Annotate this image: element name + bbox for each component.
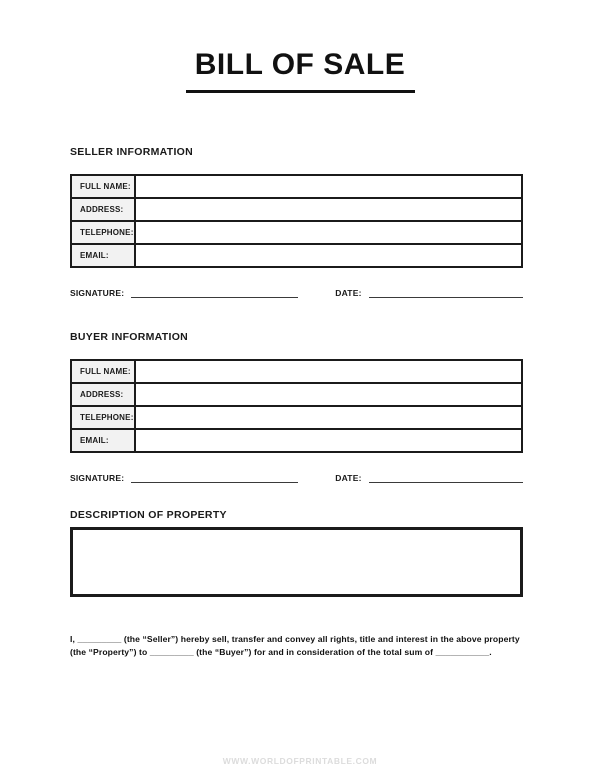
seller-signature-line[interactable]: [131, 288, 298, 298]
seller-heading: SELLER INFORMATION: [70, 146, 194, 158]
seller-info-table: [70, 174, 523, 268]
seller-telephone-label: TELEPHONE:: [71, 221, 135, 244]
seller-date-label: DATE:: [335, 288, 362, 298]
legal-line-2: (the “Property”) to _________ (the “Buyer”) for and in consideration of the total sum of ___________.: [70, 647, 492, 657]
seller-signature-row: [70, 286, 523, 298]
table-row: [71, 360, 522, 383]
property-description-box[interactable]: [70, 527, 523, 597]
buyer-telephone-label: TELEPHONE:: [71, 406, 135, 429]
title-underline: [186, 90, 415, 93]
property-section: [70, 509, 523, 597]
buyer-email-input[interactable]: [135, 429, 522, 452]
seller-email-label: EMAIL:: [71, 244, 135, 267]
legal-text: [70, 633, 523, 659]
property-heading: DESCRIPTION OF PROPERTY: [70, 509, 227, 521]
seller-signature-label: SIGNATURE:: [70, 288, 125, 298]
document-body: [70, 142, 523, 659]
table-row: [71, 429, 522, 452]
legal-line-1: I, _________ (the “Seller”) hereby sell, transfer and convey all rights, title and interest in the above property: [70, 634, 520, 644]
seller-full-name-input[interactable]: [135, 175, 522, 198]
seller-email-input[interactable]: [135, 244, 522, 267]
seller-full-name-label: FULL NAME:: [71, 175, 135, 198]
document-header: [0, 0, 600, 93]
seller-address-label: ADDRESS:: [71, 198, 135, 221]
buyer-signature-label: SIGNATURE:: [70, 473, 125, 483]
table-row: [71, 175, 522, 198]
seller-telephone-input[interactable]: [135, 221, 522, 244]
table-row: [71, 383, 522, 406]
buyer-signature-row: [70, 471, 523, 483]
buyer-telephone-input[interactable]: [135, 406, 522, 429]
buyer-section: [70, 331, 523, 483]
buyer-date-label: DATE:: [335, 473, 362, 483]
buyer-signature-line[interactable]: [131, 473, 298, 483]
buyer-heading: BUYER INFORMATION: [70, 331, 189, 343]
footer-url: WWW.WORLDOFPRINTABLE.COM: [222, 756, 378, 766]
table-row: [71, 198, 522, 221]
buyer-email-label: EMAIL:: [71, 429, 135, 452]
table-row: [71, 244, 522, 267]
page-title: BILL OF SALE: [194, 48, 406, 81]
buyer-address-label: ADDRESS:: [71, 383, 135, 406]
buyer-full-name-label: FULL NAME:: [71, 360, 135, 383]
seller-date-line[interactable]: [369, 288, 523, 298]
seller-address-input[interactable]: [135, 198, 522, 221]
buyer-address-input[interactable]: [135, 383, 522, 406]
table-row: [71, 406, 522, 429]
buyer-date-line[interactable]: [369, 473, 523, 483]
seller-section: [70, 146, 523, 298]
table-row: [71, 221, 522, 244]
buyer-full-name-input[interactable]: [135, 360, 522, 383]
buyer-info-table: [70, 359, 523, 453]
